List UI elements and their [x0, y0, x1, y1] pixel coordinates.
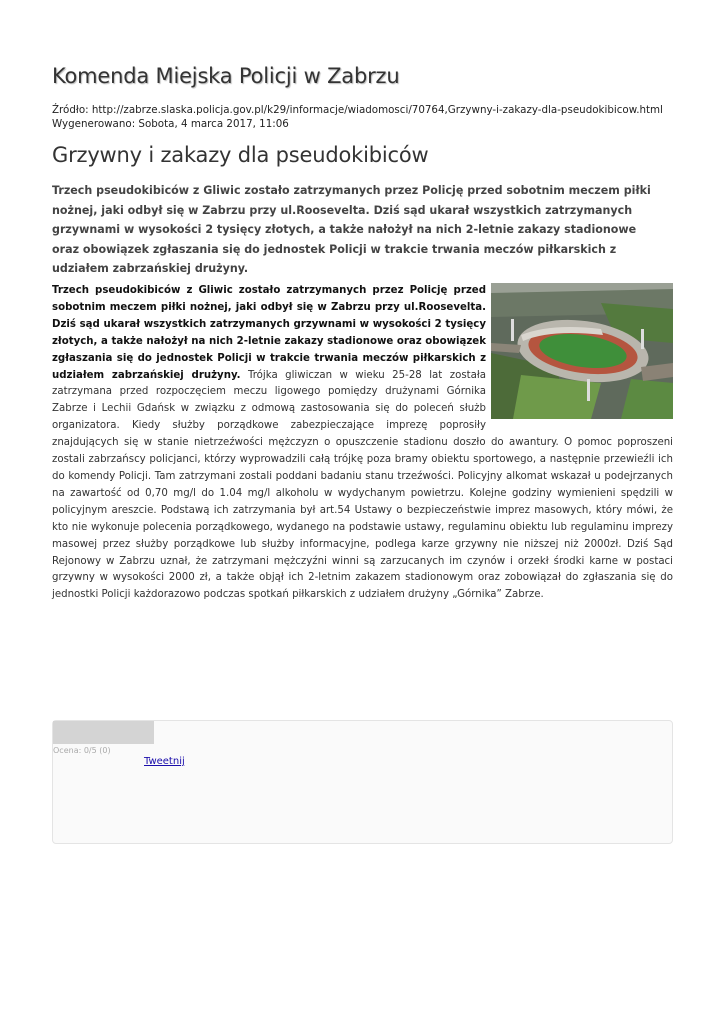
stadium-photo — [491, 283, 673, 419]
site-title: Komenda Miejska Policji w Zabrzu — [52, 64, 400, 88]
article-body-text: Trójka gliwiczan w wieku 25-28 lat została zatrzymana przed rozpoczęciem meczu ligowego pomiędzy drużynami Górnika Zabrze i Lechii Gdańsk w związku z odmową zastosowania się do poleceń służb organizatora. Kiedy służby porządkowe zabezpieczające imprezę poprosiły znajdujących się w stanie nietrzeźwości mężczyzn o opuszczenie stadionu doszło do awantury. O pomoc poproszeni zostali zabrzańscy policjanci, którzy wyprowadzili całą trójkę poza bramy obiektu sportowego, a następnie przewieźli ich do komendy Policji. Tam zatrzymani zostali poddani badaniu stanu trzeźwości. Policyjny alkomat wskazał u podejrzanych na zawartość od 0,70 mg/l do 1.04 mg/l alkoholu w wydychanym powietrzu. Kolejne godziny wymienieni spędzili w policyjnym areszcie. Podstawą ich zatrzymania był art.54 Ustawy o bezpieczeństwie imprez masowych, który mówi, że kto nie wykonuje polecenia porządkowego, wydanego na podstawie ustawy, regulaminu obiektu lub regulaminu imprezy masowej przez służby porządkowe lub służby informacyjne, podlega karze grzywny nie niższej niż 2000zł. Dziś Sąd Rejonowy w Zabrzu uznał, że zatrzymani mężczyźni winni są zarzucanych im czynów i orzekł środki karne w postaci grzywny w wysokości 2000 zł, a także objął ich 2-letnim zakazem stadionowym oraz zobowiązał do zgłaszania się do jednostki Policji każdorazowo podczas spotkań piłkarskich z udziałem drużyny „Górnika” Zabrze. — [52, 369, 673, 601]
generated-date: Wygenerowano: Sobota, 4 marca 2017, 11:06 — [52, 118, 289, 130]
rating-panel — [52, 720, 673, 844]
article-title: Grzywny i zakazy dla pseudokibiców — [52, 143, 429, 167]
rating-bar[interactable] — [53, 721, 154, 744]
article-body — [52, 283, 673, 604]
source-url: Źródło: http://zabrze.slaska.policja.gov.pl/k29/informacje/wiadomosci/70764,Grzywny-i-zakazy-dla-pseudokibicow.html — [52, 104, 663, 116]
article-body-bold: Trzech pseudokibiców z Gliwic zostało zatrzymanych przez Policję przed sobotnim meczem piłki nożnej, jaki odbył się w Zabrzu przy ul.Roosevelta. Dziś sąd ukarał wszystkich zatrzymanych grzywnami w wysokości 2 tysięcy złotych, a także nałożył na nich 2-letnie zakazy stadionowe oraz obowiązek zgłaszania się do jednostek Policji w trakcie trwania meczów piłkarskich z udziałem zabrzańskiej drużyny. — [52, 285, 486, 381]
tweet-link[interactable]: Tweetnij — [144, 756, 185, 767]
rating-label: Ocena: 0/5 (0) — [53, 746, 111, 755]
source-meta — [52, 103, 663, 131]
article-lead: Trzech pseudokibiców z Gliwic zostało zatrzymanych przez Policję przed sobotnim meczem piłki nożnej, jaki odbył się w Zabrzu przy ul.Roosevelta. Dziś sąd ukarał wszystkich zatrzymanych grzywnami w wysokości 2 tysięcy złotych, a także nałożył na nich 2-letnie zakazy stadionowe oraz obowiązek zgłaszania się do jednostek Policji w trakcie trwania meczów piłkarskich z udziałem zabrzańskiej drużyny. — [52, 184, 651, 276]
